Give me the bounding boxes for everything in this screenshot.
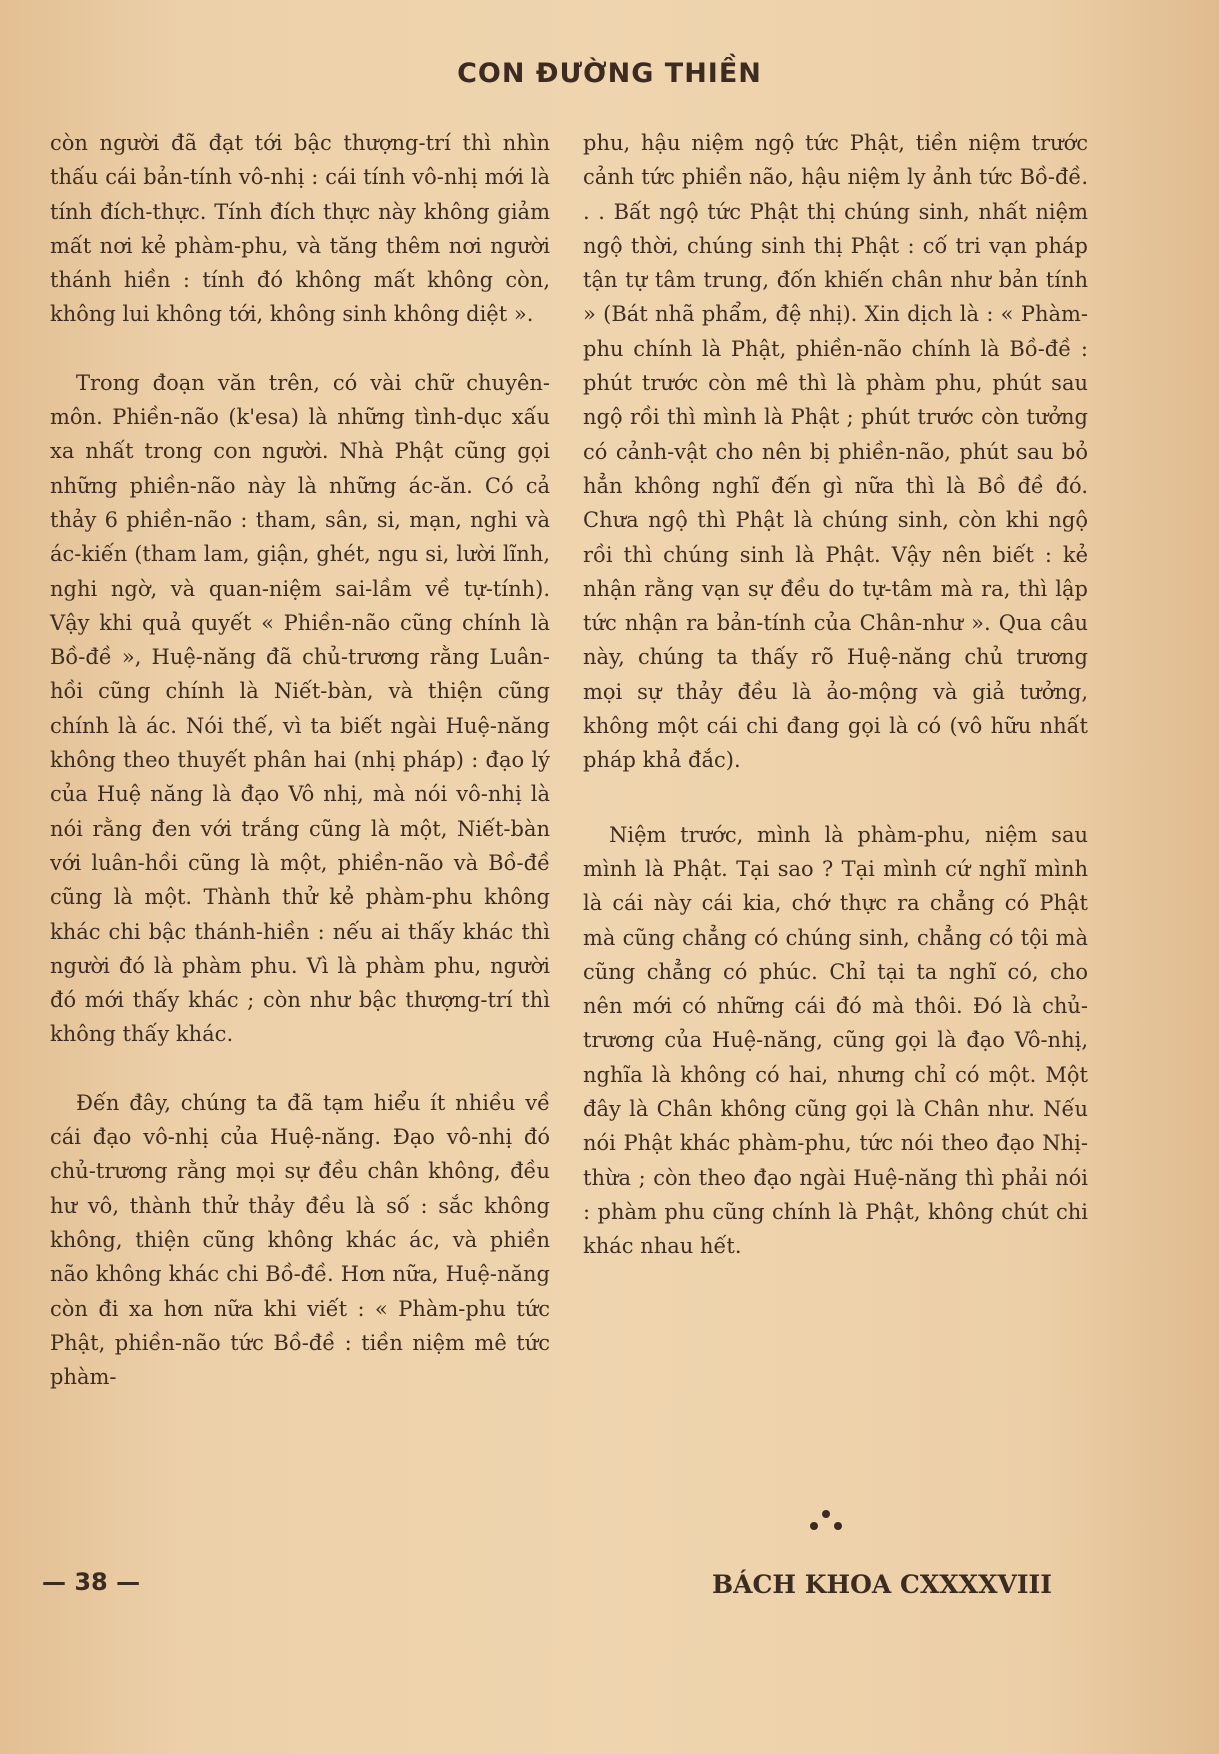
running-title: CON ĐƯỜNG THIỀN	[457, 58, 762, 89]
paragraph: Đến đây, chúng ta đã tạm hiểu ít nhiều về cái đạo vô-nhị của Huệ-năng. Đạo vô-nhị đó chủ-trương rằng mọi sự đều chân không, đều hư vô, thành thử thảy đều là số : sắc không không, thiện cũng không khác ác, và phiền não không khác chi Bồ-đề. Hơn nữa, Huệ-năng còn đi xa hơn nữa khi viết : « Phàm-phu tức Phật, phiền-não tức Bồ-đề : tiền niệm mê tức phàm-	[50, 1090, 550, 1390]
issue-title: BÁCH KHOA CXXXXVIII	[712, 1570, 1052, 1599]
paragraph: Niệm trước, mình là phàm-phu, niệm sau mình là Phật. Tại sao ? Tại mình cứ nghĩ mình là cái này cái kia, chớ thực ra chẳng có Phật mà cũng chẳng có chúng sinh, chẳng có tội mà cũng chẳng có phúc. Chỉ tại ta nghĩ có, cho nên mới có những cái đó mà thôi. Đó là chủ-trương của Huệ-năng, cũng gọi là đạo Vô-nhị, nghĩa là không có hai, nhưng chỉ có một. Một đây là Chân không cũng gọi là Chân như. Nếu nói Phật khác phàm-phu, tức nói theo đạo Nhị-thừa ; còn theo đạo ngài Huệ-năng thì phải nói : phàm phu cũng chính là Phật, không chút chi khác nhau hết.	[583, 822, 1088, 1259]
page-number: — 38 —	[42, 1568, 141, 1596]
paragraph: còn người đã đạt tới bậc thượng-trí thì nhìn thấu cái bản-tính vô-nhị : cái tính vô-nhị mới là tính đích-thực. Tính đích thực này không giảm mất nơi kẻ phàm-phu, và tăng thêm nơi người thánh hiền : tính đó không mất không còn, không lui không tới, không sinh không diệt ».	[50, 131, 550, 327]
left-column	[50, 126, 550, 1394]
paragraph: Trong đoạn văn trên, có vài chữ chuyên-môn. Phiền-não (k'esa) là những tình-dục xấu xa nhất trong con người. Nhà Phật cũng gọi những phiền-não này là những ác-ăn. Có cả thảy 6 phiền-não : tham, sân, si, mạn, nghi và ác-kiến (tham lam, giận, ghét, ngu si, lười lĩnh, nghi ngờ, và quan-niệm sai-lầm về tự-tính). Vậy khi quả quyết « Phiền-não cũng chính là Bồ-đề », Huệ-năng đã chủ-trương rằng Luân-hồi cũng chính là Niết-bàn, và thiện cũng chính là ác. Nói thế, vì ta biết ngài Huệ-năng không theo thuyết phân hai (nhị pháp) : đạo lý của Huệ năng là đạo Vô nhị, mà nói vô-nhị là nói rằng đen với trắng cũng là một, Niết-bàn với luân-hồi cũng là một, phiền-não và Bồ-đề cũng là một. Thành thử kẻ phàm-phu không khác chi bậc thánh-hiền : nếu ai thấy khác thì người đó là phàm phu. Vì là phàm phu, người đó mới thấy khác ; còn như bậc thượng-trí thì không thấy khác.	[50, 370, 550, 1047]
right-column	[583, 126, 1088, 1264]
section-end-ornament-icon	[808, 1506, 848, 1536]
paragraph: phu, hậu niệm ngộ tức Phật, tiền niệm trước cảnh tức phiền não, hậu niệm ly ảnh tức Bồ-đề. . . Bất ngộ tức Phật thị chúng sinh, nhất niệm ngộ thời, chúng sinh thị Phật : cố tri vạn pháp tận tự tâm trung, đốn khiến chân như bản tính » (Bát nhã phẩm, đệ nhị). Xin dịch là : « Phàm-phu chính là Phật, phiền-não chính là Bồ-đề : phút trước còn mê thì là phàm phu, phút sau ngộ rồi thì mình là Phật ; phút trước còn tưởng có cảnh-vật cho nên bị phiền-não, phút sau bỏ hẳn không nghĩ đến gì nữa thì là Bồ đề đó. Chưa ngộ thì Phật là chúng sinh, còn khi ngộ rồi thì chúng sinh là Phật. Vậy nên biết : kẻ nhận rằng vạn sự đều do tự-tâm mà ra, thì lập tức nhận ra bản-tính của Chân-như ». Qua câu này, chúng ta thấy rõ Huệ-năng chủ trương mọi sự thảy đều là ảo-mộng và giả tưởng, không một cái chi đang gọi là có (vô hữu nhất pháp khả đắc).	[583, 131, 1088, 773]
